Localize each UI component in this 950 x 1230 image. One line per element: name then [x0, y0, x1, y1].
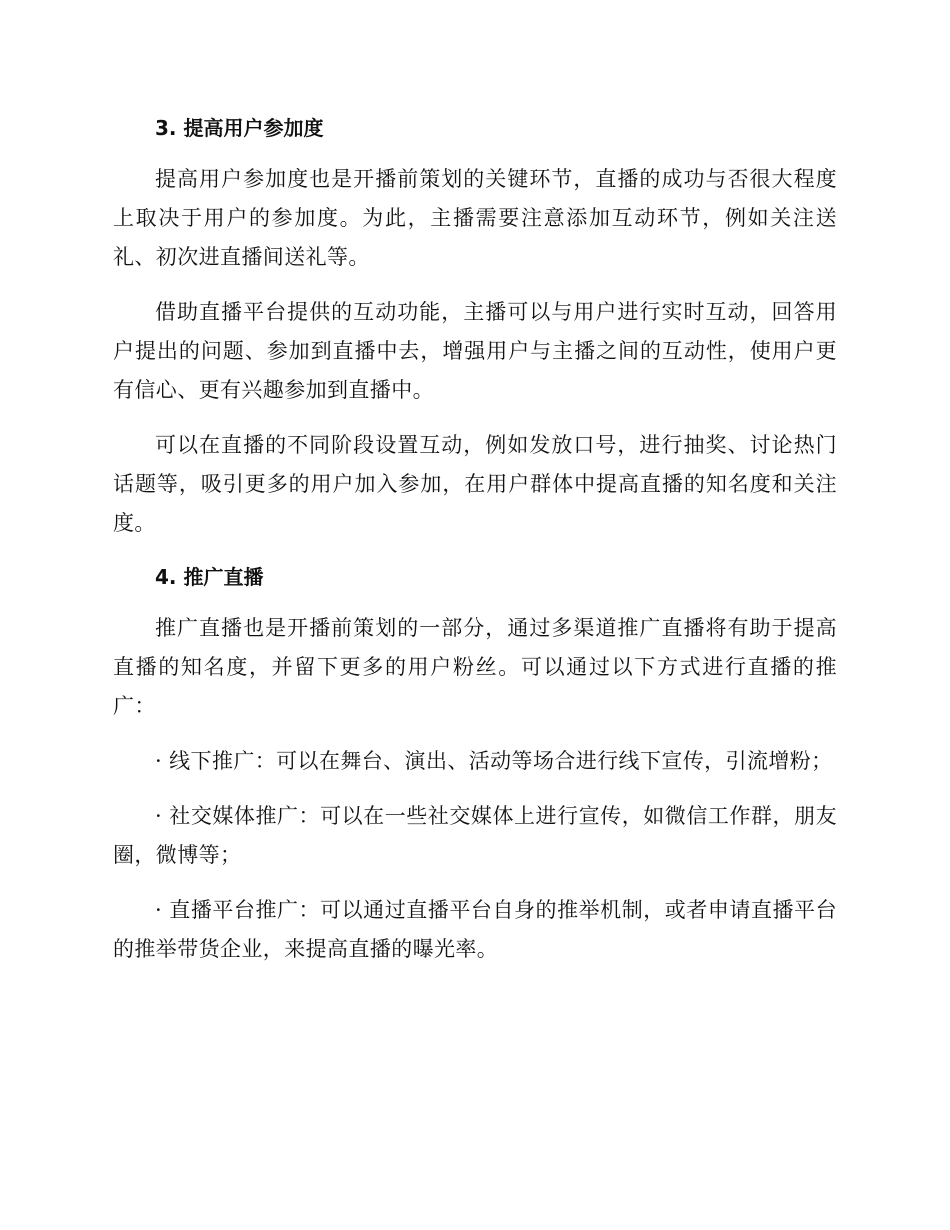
section-3-paragraph-2: 借助直播平台提供的互动功能，主播可以与用户进行实时互动，回答用户提出的问题、参加到直播中去，增强用户与主播之间的互动性，使用户更有信心、更有兴趣参加到直播中。: [113, 300, 837, 402]
bullet-platform-promotion: · 直播平台推广：可以通过直播平台自身的推举机制，或者申请直播平台的推举带货企业，来提高直播的曝光率。: [113, 898, 837, 961]
section-3-paragraph-3: 可以在直播的不同阶段设置互动，例如发放口号，进行抽奖、讨论热门话题等，吸引更多的用户加入参加，在用户群体中提高直播的知名度和关注度。: [113, 433, 837, 535]
section-3-paragraph-1: 提高用户参加度也是开播前策划的关键环节，直播的成功与否很大程度上取决于用户的参加度。为此，主播需要注意添加互动环节，例如关注送礼、初次进直播间送礼等。: [113, 167, 837, 269]
section-3-heading: 3. 提高用户参加度: [155, 116, 324, 140]
section-4-intro: 推广直播也是开播前策划的一部分，通过多渠道推广直播将有助于提高直播的知名度，并留下更多的用户粉丝。可以通过以下方式进行直播的推广：: [113, 616, 837, 718]
bullet-social-media-promotion: · 社交媒体推广：可以在一些社交媒体上进行宣传，如微信工作群，朋友圈，微博等；: [113, 804, 837, 867]
section-4-heading: 4. 推广直播: [155, 565, 264, 589]
bullet-offline-promotion: · 线下推广：可以在舞台、演出、活动等场合进行线下宣传，引流增粉；: [155, 749, 833, 773]
document-body: [113, 110, 837, 969]
